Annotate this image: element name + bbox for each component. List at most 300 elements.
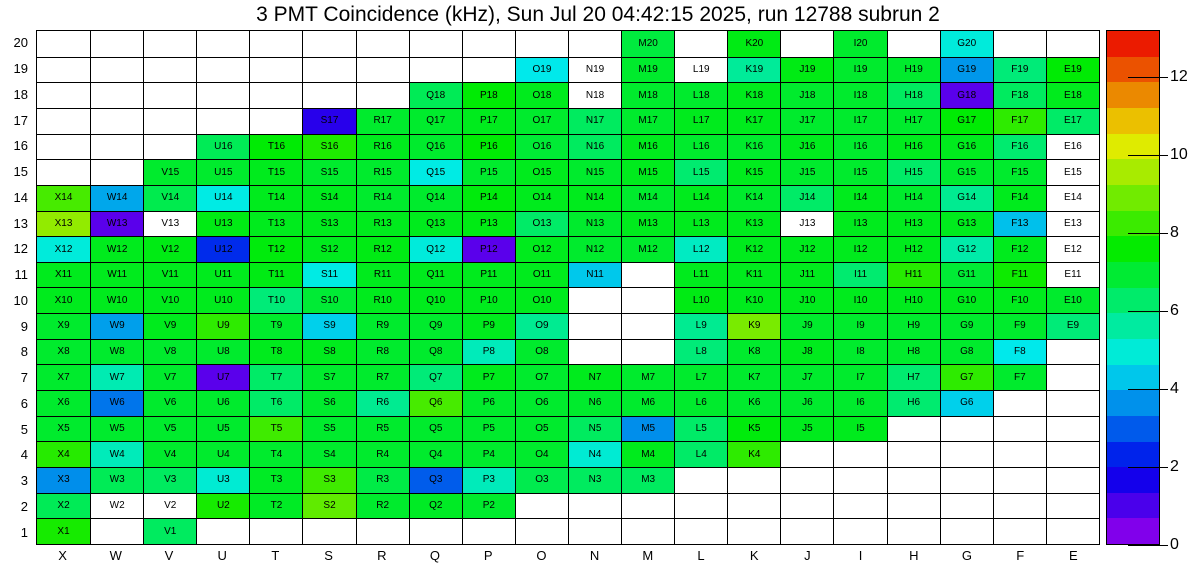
heatmap-cell-X18	[37, 82, 90, 108]
heatmap-cell-V18	[143, 82, 196, 108]
heatmap-cell-X11: X11	[37, 262, 90, 288]
y-axis-label-10: 10	[13, 292, 28, 308]
heatmap-cell-H5	[887, 416, 940, 442]
heatmap-cell-L20	[674, 31, 727, 57]
heatmap-cell-M18: M18	[621, 82, 674, 108]
heatmap-cell-F15: F15	[993, 159, 1046, 185]
heatmap-cell-L8: L8	[674, 339, 727, 365]
y-axis-label-18: 18	[13, 86, 28, 102]
heatmap-cell-N11: N11	[568, 262, 621, 288]
y-axis-label-14: 14	[13, 189, 28, 205]
colorbar-tick-label-10: 10	[1170, 145, 1188, 163]
heatmap-cell-J19: J19	[780, 57, 833, 83]
heatmap-cell-U17	[196, 108, 249, 134]
heatmap-cell-T16: T16	[249, 134, 302, 160]
x-axis-label-Q: Q	[429, 548, 441, 563]
x-axis-label-J: J	[804, 548, 811, 563]
heatmap-cell-V2: V2	[143, 493, 196, 519]
heatmap-cell-N3: N3	[568, 467, 621, 493]
colorbar-tick	[1128, 389, 1168, 390]
heatmap-cell-E7	[1046, 364, 1099, 390]
heatmap-cell-W20	[90, 31, 143, 57]
heatmap-cell-L1	[674, 518, 727, 544]
colorbar-band	[1107, 108, 1159, 134]
heatmap-cell-N1	[568, 518, 621, 544]
heatmap-cell-L2	[674, 493, 727, 519]
heatmap-cell-P1	[462, 518, 515, 544]
heatmap-cell-U15: U15	[196, 159, 249, 185]
heatmap-cell-W16	[90, 134, 143, 160]
x-axis-label-X: X	[58, 548, 67, 563]
heatmap-cell-H11: H11	[887, 262, 940, 288]
colorbar-band	[1107, 339, 1159, 365]
heatmap-cell-X14: X14	[37, 185, 90, 211]
heatmap-cell-T9: T9	[249, 313, 302, 339]
heatmap-cell-U8: U8	[196, 339, 249, 365]
heatmap-cell-G7: G7	[940, 364, 993, 390]
heatmap-cell-O10: O10	[515, 287, 568, 313]
heatmap-cell-P5: P5	[462, 416, 515, 442]
heatmap-cell-L4: L4	[674, 441, 727, 467]
heatmap-cell-L5: L5	[674, 416, 727, 442]
heatmap-cell-V4: V4	[143, 441, 196, 467]
heatmap-cell-H10: H10	[887, 287, 940, 313]
heatmap-cell-P8: P8	[462, 339, 515, 365]
heatmap-cell-E1	[1046, 518, 1099, 544]
heatmap-cell-E13: E13	[1046, 211, 1099, 237]
colorbar-band	[1107, 518, 1159, 544]
x-axis-label-F: F	[1016, 548, 1025, 563]
heatmap-cell-W15	[90, 159, 143, 185]
heatmap-cell-J7: J7	[780, 364, 833, 390]
heatmap-cell-V17	[143, 108, 196, 134]
heatmap-cell-K18: K18	[727, 82, 780, 108]
heatmap-cell-F20	[993, 31, 1046, 57]
heatmap-cell-S15: S15	[302, 159, 355, 185]
heatmap-cell-W12: W12	[90, 236, 143, 262]
heatmap-cell-Q14: Q14	[409, 185, 462, 211]
heatmap-cell-P20	[462, 31, 515, 57]
heatmap-cell-E17: E17	[1046, 108, 1099, 134]
heatmap-cell-Q7: Q7	[409, 364, 462, 390]
heatmap-cell-O17: O17	[515, 108, 568, 134]
heatmap-cell-L13: L13	[674, 211, 727, 237]
heatmap-cell-T5: T5	[249, 416, 302, 442]
heatmap-cell-W11: W11	[90, 262, 143, 288]
heatmap-cell-J3	[780, 467, 833, 493]
y-axis-label-19: 19	[13, 61, 28, 77]
heatmap-cell-E3	[1046, 467, 1099, 493]
heatmap-cell-O20	[515, 31, 568, 57]
heatmap-cell-J2	[780, 493, 833, 519]
heatmap-cell-M6: M6	[621, 390, 674, 416]
heatmap-cell-O8: O8	[515, 339, 568, 365]
heatmap-cell-J4	[780, 441, 833, 467]
heatmap-cell-K5: K5	[727, 416, 780, 442]
heatmap-cell-R15: R15	[356, 159, 409, 185]
heatmap-cell-S6: S6	[302, 390, 355, 416]
heatmap-cell-Q17: Q17	[409, 108, 462, 134]
heatmap-cell-E11: E11	[1046, 262, 1099, 288]
x-axis-label-R: R	[377, 548, 387, 563]
heatmap-cell-I14: I14	[833, 185, 886, 211]
colorbar-band	[1107, 416, 1159, 442]
heatmap-cell-F10: F10	[993, 287, 1046, 313]
heatmap-cell-M7: M7	[621, 364, 674, 390]
heatmap-cell-S7: S7	[302, 364, 355, 390]
heatmap-cell-R13: R13	[356, 211, 409, 237]
heatmap-cell-X5: X5	[37, 416, 90, 442]
heatmap-cell-H19: H19	[887, 57, 940, 83]
heatmap-cell-S5: S5	[302, 416, 355, 442]
heatmap-cell-M12: M12	[621, 236, 674, 262]
heatmap-cell-O16: O16	[515, 134, 568, 160]
heatmap-cell-P3: P3	[462, 467, 515, 493]
heatmap-cell-L3	[674, 467, 727, 493]
colorbar-tick-label-6: 6	[1170, 301, 1179, 319]
heatmap-cell-X2: X2	[37, 493, 90, 519]
heatmap-cell-I2	[833, 493, 886, 519]
heatmap-cell-O19: O19	[515, 57, 568, 83]
heatmap-cell-V8: V8	[143, 339, 196, 365]
y-axis-label-1: 1	[20, 524, 28, 540]
heatmap-cell-R20	[356, 31, 409, 57]
heatmap-cell-R18	[356, 82, 409, 108]
heatmap-cell-U1	[196, 518, 249, 544]
heatmap-cell-N16: N16	[568, 134, 621, 160]
heatmap-cell-F16: F16	[993, 134, 1046, 160]
heatmap-cell-P18: P18	[462, 82, 515, 108]
heatmap-cell-H15: H15	[887, 159, 940, 185]
y-axis-label-17: 17	[13, 112, 28, 128]
heatmap-cell-M19: M19	[621, 57, 674, 83]
heatmap-cell-H6: H6	[887, 390, 940, 416]
heatmap-cell-S17: S17	[302, 108, 355, 134]
heatmap-cell-F6	[993, 390, 1046, 416]
heatmap-cell-V10: V10	[143, 287, 196, 313]
heatmap-cell-K4: K4	[727, 441, 780, 467]
heatmap-cell-X9: X9	[37, 313, 90, 339]
heatmap-cell-M15: M15	[621, 159, 674, 185]
heatmap-cell-Q10: Q10	[409, 287, 462, 313]
heatmap-cell-T2: T2	[249, 493, 302, 519]
heatmap-cell-G15: G15	[940, 159, 993, 185]
heatmap-cell-O13: O13	[515, 211, 568, 237]
heatmap-cell-H4	[887, 441, 940, 467]
heatmap-cell-K9: K9	[727, 313, 780, 339]
heatmap-cell-V13: V13	[143, 211, 196, 237]
heatmap-cell-J8: J8	[780, 339, 833, 365]
heatmap-cell-M2	[621, 493, 674, 519]
x-axis-label-G: G	[961, 548, 973, 563]
heatmap-cell-V3: V3	[143, 467, 196, 493]
heatmap-cell-K10: K10	[727, 287, 780, 313]
heatmap-cell-H18: H18	[887, 82, 940, 108]
heatmap-cell-E2	[1046, 493, 1099, 519]
heatmap-cell-E6	[1046, 390, 1099, 416]
heatmap-cell-I15: I15	[833, 159, 886, 185]
heatmap-cell-W18	[90, 82, 143, 108]
heatmap-cell-K1	[727, 518, 780, 544]
heatmap-cell-M17: M17	[621, 108, 674, 134]
colorbar-band	[1107, 365, 1159, 391]
heatmap-cell-S20	[302, 31, 355, 57]
heatmap-cell-Q8: Q8	[409, 339, 462, 365]
heatmap-cell-T14: T14	[249, 185, 302, 211]
colorbar-band	[1107, 288, 1159, 314]
x-axis-label-T: T	[271, 548, 280, 563]
heatmap-cell-I13: I13	[833, 211, 886, 237]
heatmap-cell-E5	[1046, 416, 1099, 442]
heatmap-cell-K6: K6	[727, 390, 780, 416]
x-axis-label-L: L	[697, 548, 705, 563]
heatmap-cell-L6: L6	[674, 390, 727, 416]
heatmap-cell-I19: I19	[833, 57, 886, 83]
heatmap-cell-N18: N18	[568, 82, 621, 108]
heatmap-cell-X19	[37, 57, 90, 83]
heatmap-cell-F7: F7	[993, 364, 1046, 390]
heatmap-cell-L12: L12	[674, 236, 727, 262]
heatmap-cell-U19	[196, 57, 249, 83]
heatmap-cell-W19	[90, 57, 143, 83]
heatmap-cell-S2: S2	[302, 493, 355, 519]
heatmap-cell-V9: V9	[143, 313, 196, 339]
heatmap-cell-R11: R11	[356, 262, 409, 288]
heatmap-cell-K12: K12	[727, 236, 780, 262]
heatmap-cell-T20	[249, 31, 302, 57]
heatmap-cell-J13: J13	[780, 211, 833, 237]
heatmap-cell-G10: G10	[940, 287, 993, 313]
heatmap-cell-V6: V6	[143, 390, 196, 416]
heatmap-cell-W7: W7	[90, 364, 143, 390]
heatmap-cell-I1	[833, 518, 886, 544]
heatmap-cell-T19	[249, 57, 302, 83]
heatmap-cell-H8: H8	[887, 339, 940, 365]
heatmap-cell-P11: P11	[462, 262, 515, 288]
heatmap-cell-O4: O4	[515, 441, 568, 467]
heatmap-cell-S19	[302, 57, 355, 83]
heatmap-cell-L7: L7	[674, 364, 727, 390]
heatmap-cell-O5: O5	[515, 416, 568, 442]
heatmap-cell-J1	[780, 518, 833, 544]
heatmap-cell-M1	[621, 518, 674, 544]
colorbar-band	[1107, 159, 1159, 185]
heatmap-cell-N5: N5	[568, 416, 621, 442]
heatmap-cell-F11: F11	[993, 262, 1046, 288]
heatmap-cell-H7: H7	[887, 364, 940, 390]
heatmap-cell-T1	[249, 518, 302, 544]
heatmap-cell-S3: S3	[302, 467, 355, 493]
heatmap-cell-M4: M4	[621, 441, 674, 467]
heatmap-cell-Q19	[409, 57, 462, 83]
heatmap-cell-W13: W13	[90, 211, 143, 237]
y-axis-label-6: 6	[20, 395, 28, 411]
heatmap-cell-U5: U5	[196, 416, 249, 442]
colorbar-tick	[1128, 545, 1168, 546]
heatmap-cell-S11: S11	[302, 262, 355, 288]
heatmap-cell-Q16: Q16	[409, 134, 462, 160]
heatmap-cell-W3: W3	[90, 467, 143, 493]
heatmap-cell-W4: W4	[90, 441, 143, 467]
heatmap-cell-H14: H14	[887, 185, 940, 211]
heatmap-cell-X1: X1	[37, 518, 90, 544]
x-axis-label-M: M	[642, 548, 654, 563]
heatmap-cell-H17: H17	[887, 108, 940, 134]
heatmap-cell-I17: I17	[833, 108, 886, 134]
colorbar-band	[1107, 493, 1159, 519]
x-axis-label-P: P	[483, 548, 493, 563]
heatmap-cell-W14: W14	[90, 185, 143, 211]
heatmap-cell-S18	[302, 82, 355, 108]
heatmap-cell-I6: I6	[833, 390, 886, 416]
heatmap-cell-J6: J6	[780, 390, 833, 416]
heatmap-cell-J17: J17	[780, 108, 833, 134]
heatmap-cell-U2: U2	[196, 493, 249, 519]
heatmap-cell-M9	[621, 313, 674, 339]
heatmap-cell-J9: J9	[780, 313, 833, 339]
heatmap-cell-L11: L11	[674, 262, 727, 288]
heatmap-cell-Q11: Q11	[409, 262, 462, 288]
heatmap-cell-G2	[940, 493, 993, 519]
heatmap-cell-W5: W5	[90, 416, 143, 442]
heatmap-cell-K2	[727, 493, 780, 519]
colorbar-band	[1107, 442, 1159, 468]
heatmap-cell-U4: U4	[196, 441, 249, 467]
heatmap-cell-O15: O15	[515, 159, 568, 185]
heatmap-cell-K8: K8	[727, 339, 780, 365]
heatmap-cell-T10: T10	[249, 287, 302, 313]
heatmap-cell-F1	[993, 518, 1046, 544]
x-axis-label-N: N	[589, 548, 600, 563]
y-axis-label-4: 4	[20, 447, 28, 463]
heatmap-cell-S8: S8	[302, 339, 355, 365]
heatmap-cell-M8	[621, 339, 674, 365]
y-axis-label-15: 15	[13, 164, 28, 180]
heatmap-cell-K19: K19	[727, 57, 780, 83]
heatmap-cell-J16: J16	[780, 134, 833, 160]
colorbar-band	[1107, 57, 1159, 83]
heatmap-cell-S13: S13	[302, 211, 355, 237]
heatmap-cell-U11: U11	[196, 262, 249, 288]
heatmap-cell-Q4: Q4	[409, 441, 462, 467]
heatmap-cell-N10	[568, 287, 621, 313]
heatmap-cell-X3: X3	[37, 467, 90, 493]
heatmap-cell-J15: J15	[780, 159, 833, 185]
heatmap-cell-M11	[621, 262, 674, 288]
y-axis-label-9: 9	[20, 318, 28, 334]
heatmap-cell-E12: E12	[1046, 236, 1099, 262]
colorbar-tick	[1128, 467, 1168, 468]
heatmap-grid	[36, 30, 1100, 545]
heatmap-cell-E10: E10	[1046, 287, 1099, 313]
heatmap-cell-L16: L16	[674, 134, 727, 160]
heatmap-cell-R6: R6	[356, 390, 409, 416]
heatmap-cell-O2	[515, 493, 568, 519]
colorbar-band	[1107, 31, 1159, 57]
heatmap-cell-U6: U6	[196, 390, 249, 416]
heatmap-cell-X6: X6	[37, 390, 90, 416]
heatmap-cell-Q18: Q18	[409, 82, 462, 108]
heatmap-cell-K7: K7	[727, 364, 780, 390]
heatmap-cell-I12: I12	[833, 236, 886, 262]
y-axis-label-8: 8	[20, 344, 28, 360]
heatmap-cell-U20	[196, 31, 249, 57]
heatmap-cell-E19: E19	[1046, 57, 1099, 83]
heatmap-cell-K16: K16	[727, 134, 780, 160]
heatmap-cell-V19	[143, 57, 196, 83]
heatmap-cell-T12: T12	[249, 236, 302, 262]
heatmap-cell-R8: R8	[356, 339, 409, 365]
heatmap-cell-J12: J12	[780, 236, 833, 262]
heatmap-cell-X16	[37, 134, 90, 160]
y-axis-label-2: 2	[20, 498, 28, 514]
heatmap-cell-O3: O3	[515, 467, 568, 493]
heatmap-cell-M16: M16	[621, 134, 674, 160]
heatmap-cell-I5: I5	[833, 416, 886, 442]
heatmap-cell-G13: G13	[940, 211, 993, 237]
heatmap-cell-O14: O14	[515, 185, 568, 211]
heatmap-cell-F14: F14	[993, 185, 1046, 211]
colorbar-tick-label-12: 12	[1170, 67, 1188, 85]
heatmap-cell-X13: X13	[37, 211, 90, 237]
colorbar-band	[1107, 82, 1159, 108]
heatmap-cell-X7: X7	[37, 364, 90, 390]
heatmap-cell-V1: V1	[143, 518, 196, 544]
heatmap-cell-E16: E16	[1046, 134, 1099, 160]
heatmap-cell-F4	[993, 441, 1046, 467]
heatmap-cell-J14: J14	[780, 185, 833, 211]
heatmap-cell-V20	[143, 31, 196, 57]
heatmap-cell-X10: X10	[37, 287, 90, 313]
heatmap-cell-F19: F19	[993, 57, 1046, 83]
heatmap-cell-T3: T3	[249, 467, 302, 493]
heatmap-cell-L10: L10	[674, 287, 727, 313]
heatmap-cell-N13: N13	[568, 211, 621, 237]
heatmap-cell-E14: E14	[1046, 185, 1099, 211]
heatmap-cell-N14: N14	[568, 185, 621, 211]
heatmap-cell-R4: R4	[356, 441, 409, 467]
heatmap-cell-F2	[993, 493, 1046, 519]
y-axis-label-13: 13	[13, 215, 28, 231]
heatmap-cell-Q6: Q6	[409, 390, 462, 416]
heatmap-cell-N6: N6	[568, 390, 621, 416]
heatmap-cell-O1	[515, 518, 568, 544]
heatmap-cell-O12: O12	[515, 236, 568, 262]
heatmap-cell-F12: F12	[993, 236, 1046, 262]
heatmap-cell-L19: L19	[674, 57, 727, 83]
heatmap-cell-Q20	[409, 31, 462, 57]
heatmap-cell-T7: T7	[249, 364, 302, 390]
heatmap-cell-G3	[940, 467, 993, 493]
heatmap-cell-R3: R3	[356, 467, 409, 493]
heatmap-cell-X4: X4	[37, 441, 90, 467]
heatmap-cell-G16: G16	[940, 134, 993, 160]
heatmap-cell-F3	[993, 467, 1046, 493]
heatmap-cell-Q13: Q13	[409, 211, 462, 237]
heatmap-cell-P17: P17	[462, 108, 515, 134]
heatmap-cell-I18: I18	[833, 82, 886, 108]
heatmap-cell-V11: V11	[143, 262, 196, 288]
x-axis-label-E: E	[1069, 548, 1078, 563]
colorbar-tick-label-8: 8	[1170, 223, 1179, 241]
heatmap-cell-N8	[568, 339, 621, 365]
heatmap-cell-O9: O9	[515, 313, 568, 339]
colorbar-band	[1107, 262, 1159, 288]
heatmap-cell-Q3: Q3	[409, 467, 462, 493]
heatmap-cell-R5: R5	[356, 416, 409, 442]
heatmap-cell-P13: P13	[462, 211, 515, 237]
heatmap-cell-V7: V7	[143, 364, 196, 390]
